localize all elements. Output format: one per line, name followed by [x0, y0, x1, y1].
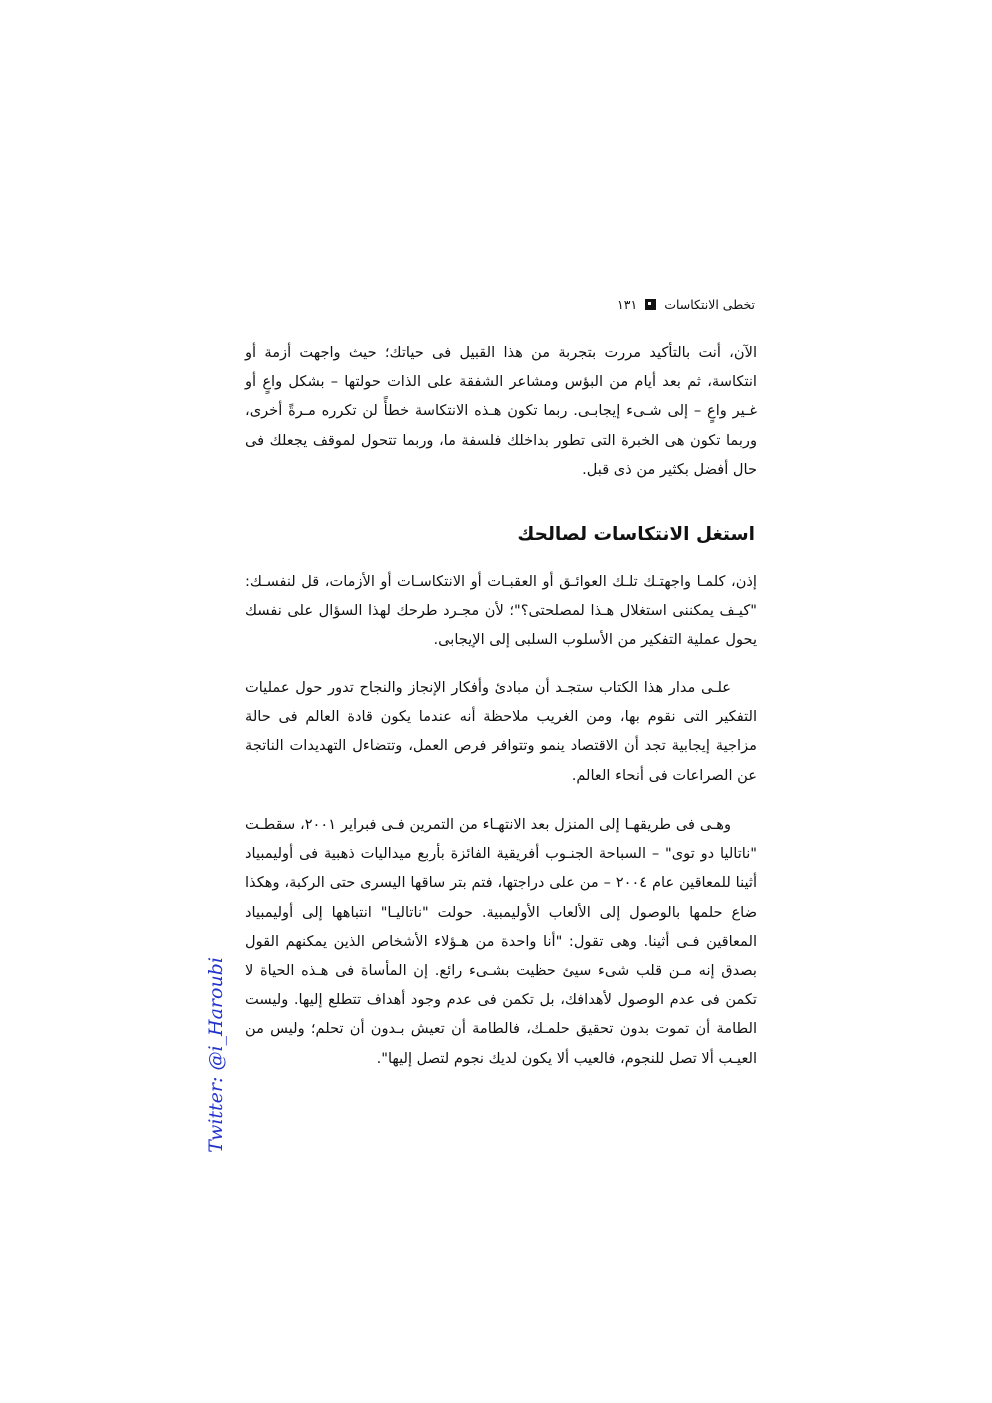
- paragraph-text: الآن، أنت بالتأكيد مررت بتجربة من هذا القبيل فى حياتك؛ حيث واجهت أزمة أو انتكاسة، ثم بعد أيام من البؤس ومشاعر الشفقة على الذات حولتها – بشكل واعٍ أو غـير واعٍ – إلى شـىء إيجابـى. ربما تكون هـذه الانتكاسة خطأً لن تكرره مـرةً أخرى، وربما تكون هى الخبرة التى تطور بداخلك فلسفة ما، وربما تتحول لموقف يجعلك فى حال أفضل بكثير من ذى قبل.: [245, 344, 757, 478]
- twitter-watermark: [196, 957, 236, 1153]
- paragraph-text: إذن، كلمـا واجهتـك تلـك العوائـق أو العقبـات أو الانتكاسـات أو الأزمات، قل لنفسـك: "كيـف يمكننى استغلال هـذا لمصلحتى؟"؛ لأن مجـرد طرحك لهذا السؤال على نفسك يحول عملية التفكير من الأسلوب السلبى إلى الإيجابى.: [245, 573, 757, 649]
- section-paragraph-1: [245, 567, 757, 655]
- book-ornament-icon: [645, 299, 656, 310]
- section-heading: استغل الانتكاسات لصالحك: [517, 524, 755, 545]
- section-paragraph-2: [245, 673, 757, 790]
- intro-paragraph: [245, 338, 757, 484]
- running-header: [245, 293, 755, 315]
- paragraph-text: علـى مدار هذا الكتاب ستجـد أن مبادئ وأفكار الإنجاز والنجاح تدور حول عمليات التفكير التى نقوم بها، ومن الغريب ملاحظة أنه عندما يكون قادة العالم فى حالة مزاجية إيجابية تجد أن الاقتصاد ينمو وتتوافر فرص العمل، وتتضاءل التهديدات الناتجة عن الصراعات فى أنحاء العالم.: [245, 679, 757, 784]
- running-header-title: تخطى الانتكاسات: [664, 296, 755, 312]
- watermark-text: Twitter: @i_Haroubi: [205, 957, 228, 1153]
- section-paragraph-3: [245, 810, 757, 1073]
- page-number: ١٣١: [617, 296, 638, 312]
- paragraph-text: وهـى فى طريقهـا إلى المنزل بعد الانتهـاء من التمرين فـى فبراير ٢٠٠١، سقطـت "ناتاليا دو توى" – السباحة الجنـوب أفريقية الفائزة بأربع ميداليات ذهبية فى أوليمبياد أثينا للمعاقين عام ٢٠٠٤ – من على دراجتها، فتم بتر ساقها اليسرى حتى الركبة، وهكذا ضاع حلمها بالوصول إلى الألعاب الأوليمبية. حولت "ناتاليـا" انتباهها إلى أوليمبياد المعاقين فـى أثينا. وهى تقول: "أنا واحدة من هـؤلاء الأشخاص الذين يمكنهم القول بصدق إنه مـن قلب شىء سيئ حظيت بشـىء رائع. إن المأساة فى هـذه الحياة لا تكمن فى عدم الوصول لأهدافك، بل تكمن فى عدم وجود أهداف تتطلع إليها. وليست الطامة أن تموت بدون تحقيق حلمـك، فالطامة أن تعيش بـدون أن تحلم؛ وليس من العيـب ألا تصل للنجوم، فالعيب ألا يكون لديك نجوم لتصل إليها".: [245, 816, 757, 1067]
